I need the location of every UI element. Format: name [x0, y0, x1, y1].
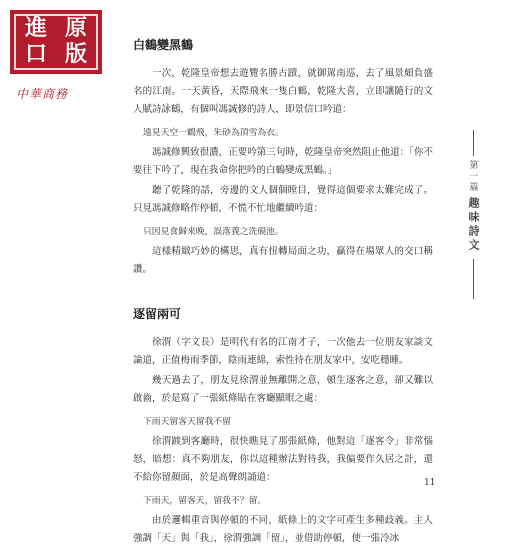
poem-line: 下雨天留客天留我不留 — [143, 417, 231, 427]
side-topic-label: 趣味詩文 — [467, 197, 480, 253]
section-title: 白鶴變黑鶴 — [133, 38, 194, 52]
badge-char-2: 原 — [64, 16, 87, 41]
page-number: 11 — [424, 478, 436, 488]
side-chapter-label: 第一篇 — [467, 160, 478, 193]
chapter-side-marker — [455, 130, 491, 299]
badge-char-1: 進 — [24, 16, 47, 41]
paragraph: 馮誠修興致很濃，正要吟第三句時，乾隆皇帝突然阻止他道：「你不要往下吟了，現在我命你把吟的白鶴變成黑鶴。」 — [133, 147, 433, 176]
badge-char-3: 口 — [24, 42, 47, 67]
paragraph: 這樣精緻巧妙的構思，真有扭轉局面之功，贏得在場眾人的交口稱讚。 — [133, 246, 433, 275]
paragraph: 一次，乾隆皇帝想去遊覽名勝古蹟，就御駕南巡，去了風景頗負盛名的江南。一天黃昏，天際飛來一隻白鶴，乾隆大喜，立即讓隨行的文人賦詩詠鶴，有個叫馮誠修的詩人，即景信口吟道： — [133, 68, 433, 115]
paragraph: 聽了乾隆的話，旁邊的文人個個瞠目，覺得這個要求太難完成了。只見馮誠修略作停頓，不慌不忙地繼續吟道： — [133, 185, 433, 214]
section-title: 逐留兩可 — [133, 307, 182, 321]
side-rule-bottom — [473, 259, 474, 299]
poem-line: 下雨天，留客天，留我不？留。 — [143, 496, 267, 506]
import-edition-badge — [10, 10, 102, 74]
publisher-logo-text: 中華商務 — [16, 87, 69, 101]
badge-frame — [14, 14, 98, 70]
badge-char-4: 版 — [64, 42, 87, 67]
paragraph: 幾天過去了，朋友見徐渭並無離開之意，頓生逐客之意，卻又難以啟齒，於是寫了一張紙條貼在客廳顯眼之處： — [133, 375, 433, 404]
paragraph: 徐渭（字文長）是明代有名的江南才子，一次他去一位朋友家談文論道，正值梅雨季節，陰雨連綿，索性待在朋友家中，安吃穩睡。 — [133, 337, 433, 366]
side-rule-top — [473, 130, 474, 156]
paragraph: 由於邏輯重音與停頓的不同，紙條上的文字可產生多種歧義。主人強調「天」與「我」，徐渭強調「留」，並借助停頓，使一張冷冰 — [133, 515, 433, 544]
poem-line: 只因見食歸來晚，誤落義之洗硯池。 — [143, 227, 284, 237]
poem-line: 遠見天空一鶴飛，朱砂為頂雪為衣。 — [143, 128, 284, 138]
page-body — [133, 28, 436, 550]
paragraph: 徐渭踱到客廳時，很快瞧見了那張紙條，他對這「逐客令」非常惱怒，暗想：真不夠朋友，你以這種辦法對待我，我偏要作久居之計，還不給你留顏面，於是高聲朗誦道： — [133, 436, 433, 483]
